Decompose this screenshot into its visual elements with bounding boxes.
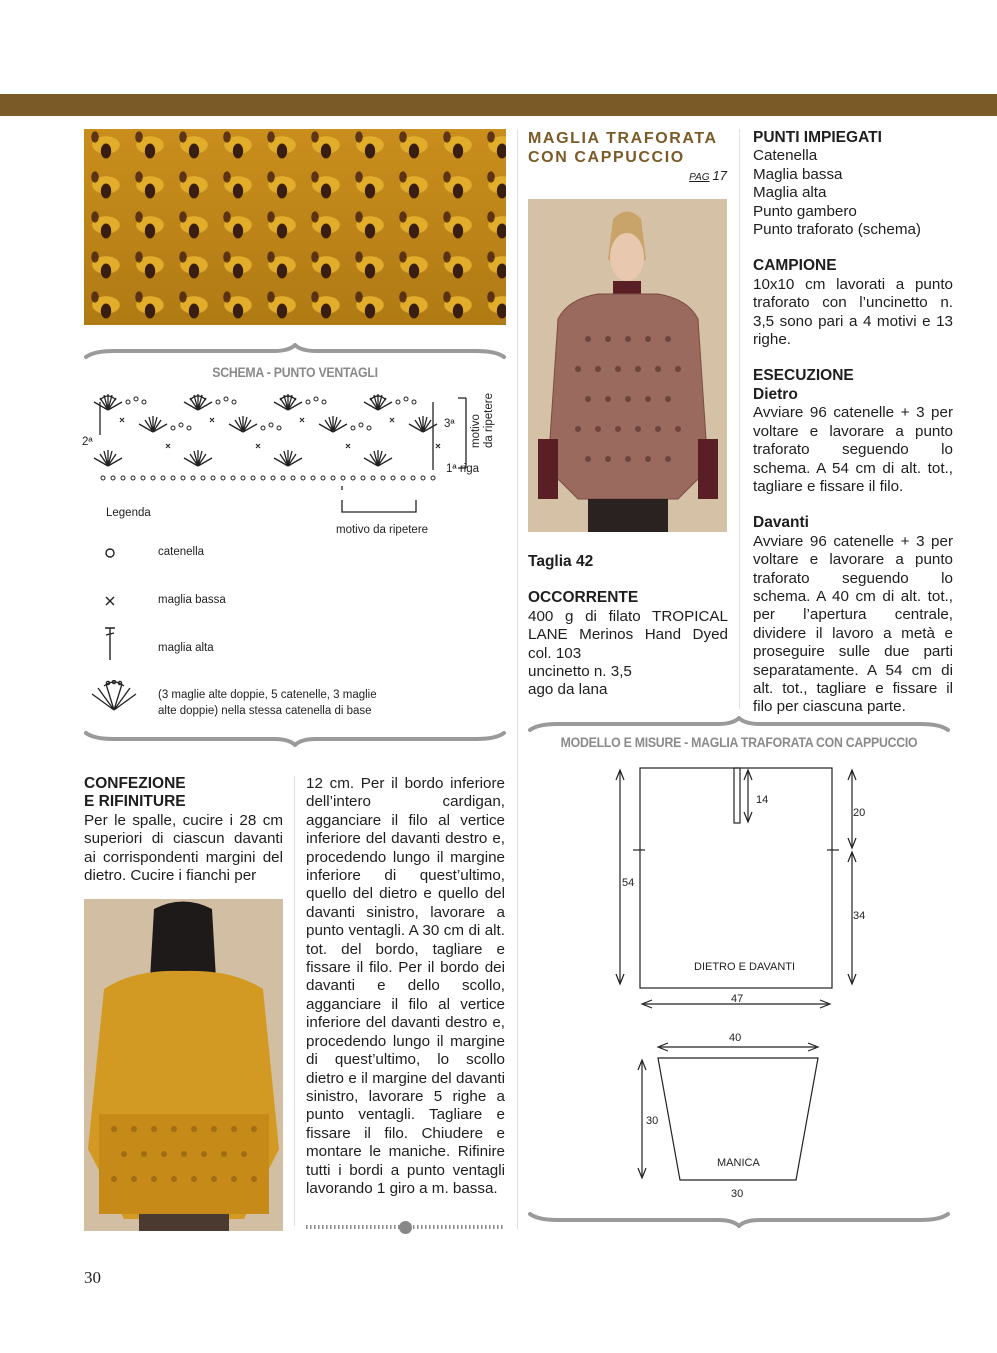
finishing-column-1 xyxy=(84,775,283,885)
back-heading: Dietro xyxy=(753,385,798,403)
stitches-heading: PUNTI IMPIEGATI xyxy=(753,129,882,146)
chart-row-2-label: 2ª xyxy=(82,436,93,448)
finishing-text-part2: 12 cm. Per il bordo inferiore dell’intero cardigan, agganciare il filo al vertice inferiore del davanti destro e, procedendo lungo il margine inferiore di quest’ultimo, quello del dietro e quello del davanti sinistro, lavorare a punto ventagli. A 30 cm di alt. tot. del bordo, tagliare e fissare il filo. Per il bordo dei davanti e dello scollo, agganciare il filo al vertice inferiore del davanti destro e, procedendo lungo il margine di quest’ultimo, lo scollo dietro e il margine del davanti sinistro, lavorare 5 righe a punto ventagli. Tagliare e fissare il filo. Chiudere e montare le maniche. Rifinire tutti i bordi a punto ventagli lavorando 1 giro a m. bassa. xyxy=(306,775,505,1197)
dot-ornament xyxy=(399,1221,412,1234)
diagram-title: MODELLO E MISURE - MAGLIA TRAFORATA CON CAPPUCCIO xyxy=(560,734,918,750)
stitch-chart xyxy=(78,390,508,490)
double-crochet-symbol-icon xyxy=(102,626,118,662)
front-text: Avviare 96 catenelle + 3 per voltare e lavorare a punto traforato seguendo lo schema. A 40 cm di alt. tot., per l’apertura centrale, dividere il lavoro a metà e proseguire sulle due parti separatamente. A 54 cm di alt. tot., tagliare e fissare il filo per ciascuna parte. xyxy=(753,532,953,716)
stitch-item: Maglia alta xyxy=(753,184,827,202)
chart-row-1-label: 1ª riga xyxy=(446,463,480,475)
column-rule-3 xyxy=(294,776,295,1226)
dim-opening: 14 xyxy=(756,794,769,806)
chart-row-3-label: 3ª xyxy=(444,418,455,430)
stitch-item: Punto gambero xyxy=(753,202,857,220)
back-text: Avviare 96 catenelle + 3 per voltare e lavorare a punto traforato seguendo lo schema. A 54 cm di alt. tot., tagliare e fissare il filo. xyxy=(753,404,953,495)
instructions-column xyxy=(753,129,953,717)
dim-sleeve-height: 30 xyxy=(646,1115,659,1127)
schema-ornament-top xyxy=(84,343,506,361)
diagram-ornament-bottom xyxy=(528,1210,950,1228)
details-block xyxy=(528,553,728,700)
stitch-swatch-texture xyxy=(84,129,506,325)
body-piece-label: DIETRO E DAVANTI xyxy=(694,961,796,973)
column-rule-1 xyxy=(517,129,518,1229)
gauge-heading: CAMPIONE xyxy=(753,257,837,275)
hook-text: uncinetto n. 3,5 xyxy=(528,663,632,681)
legend-label-fan: (3 maglie alte doppie, 5 catenelle, 3 maglie alte doppie) nella stessa catenella di base xyxy=(158,689,377,717)
dim-upper: 20 xyxy=(853,807,866,819)
motif-repeat-label: motivo da ripetere xyxy=(336,524,429,536)
dim-lower: 34 xyxy=(853,910,866,922)
execution-heading: ESECUZIONE xyxy=(753,367,854,385)
needle-text: ago da lana xyxy=(528,681,608,699)
legend-label-single: maglia bassa xyxy=(158,594,226,606)
page-number: 30 xyxy=(84,1268,101,1287)
fan-symbol-icon xyxy=(86,680,142,712)
legend-label-chain: catenella xyxy=(158,546,205,558)
stitch-item: Punto traforato (schema) xyxy=(753,221,921,239)
article-title: MAGLIA TRAFORATA CON CAPPUCCIO xyxy=(528,130,718,166)
legend-label-double: maglia alta xyxy=(158,642,214,654)
column-rule-2 xyxy=(739,129,740,709)
legend-title: Legenda xyxy=(106,507,151,519)
dim-height-total: 54 xyxy=(622,877,635,889)
page-reference: PAG 17 xyxy=(689,168,727,183)
schema-ornament-bottom xyxy=(84,729,506,747)
sleeve-piece-label: MANICA xyxy=(717,1157,760,1169)
garment-schematic xyxy=(600,760,880,1190)
single-crochet-symbol-icon xyxy=(103,594,117,608)
header-band xyxy=(0,94,997,116)
materials-heading: OCCORRENTE xyxy=(528,589,639,607)
schema-title: SCHEMA - PUNTO VENTAGLI xyxy=(212,364,378,380)
stitch-item: Catenella xyxy=(753,147,818,165)
dim-sleeve-bottom: 30 xyxy=(731,1188,744,1200)
cardigan-back-photo xyxy=(84,899,283,1231)
finishing-text-part1: Per le spalle, cucire i 28 cm superiori di ciascun davanti ai corrispondenti margini del dietro. Cucire i fianchi per xyxy=(84,811,283,885)
finishing-heading: CONFEZIONE E RIFINITURE xyxy=(84,775,186,811)
dim-sleeve-top: 40 xyxy=(729,1032,742,1044)
chain-symbol-icon xyxy=(103,546,117,560)
dim-width: 47 xyxy=(731,993,744,1005)
materials-text: 400 g di filato TROPICAL LANE Merinos Hand Dyed col. 103 xyxy=(528,607,728,662)
gauge-text: 10x10 cm lavorati a punto traforato con l’uncinetto n. 3,5 sono pari a 4 motivi e 13 righe. xyxy=(753,275,953,349)
dotted-rule-right xyxy=(413,1225,505,1229)
model-photo-hooded-sweater xyxy=(528,199,727,532)
dotted-rule-left xyxy=(306,1225,400,1229)
stitch-item: Maglia bassa xyxy=(753,165,843,183)
diagram-ornament-top xyxy=(528,716,950,734)
front-heading: Davanti xyxy=(753,514,809,532)
motif-bracket xyxy=(340,498,420,516)
chart-motif-side-label: motivo da ripetere xyxy=(470,393,495,448)
size-label: Taglia 42 xyxy=(528,553,594,570)
